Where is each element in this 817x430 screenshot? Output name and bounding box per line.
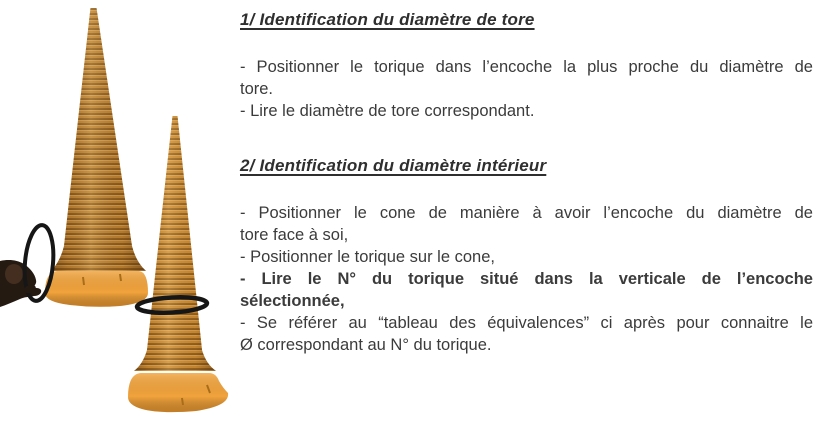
large-base-notch-1	[83, 277, 84, 285]
instruction-item	[240, 246, 813, 268]
small-cone-base-shading	[128, 373, 228, 412]
instruction-line: sélectionnée,	[240, 292, 345, 310]
instruction-item	[240, 312, 813, 356]
instruction-line: Ø correspondant au N° du torique.	[240, 336, 492, 354]
large-cone-shading	[51, 8, 146, 271]
instruction-line: - Se référer au “tableau des équivalences” ci après pour connaitre le	[240, 314, 813, 332]
instruction-item	[240, 100, 813, 122]
small-base-notch-2	[182, 398, 183, 405]
instruction-line: tore.	[240, 80, 274, 98]
small-cone	[128, 116, 228, 412]
instruction-line: tore face à soi,	[240, 226, 349, 244]
hand-highlight	[5, 264, 23, 284]
instruction-item	[240, 202, 813, 246]
large-cone	[45, 8, 148, 307]
large-base-notch-2	[120, 274, 121, 281]
instruction-item	[240, 56, 813, 100]
instruction-line: - Positionner le torique sur le cone,	[240, 248, 495, 266]
section-2-heading: 2/ Identification du diamètre intérieur	[240, 156, 547, 175]
small-cone-shading	[134, 116, 216, 371]
instruction-line: - Lire le diamètre de tore correspondant.	[240, 102, 535, 120]
instruction-line: - Positionner le torique dans l’encoche la plus proche du diamètre de	[240, 58, 813, 76]
cone-gauge-photo	[0, 0, 235, 430]
instruction-line: - Lire le N° du torique situé dans la verticale de l’encoche	[240, 270, 813, 288]
instruction-item-bold	[240, 268, 813, 312]
instructions	[240, 8, 813, 356]
large-cone-base-shading	[45, 271, 148, 307]
section-diametre-interieur	[240, 154, 813, 356]
section-1-heading: 1/ Identification du diamètre de tore	[240, 10, 535, 29]
cone-gauge-illustration	[0, 0, 235, 430]
section-diametre-de-tore	[240, 8, 813, 122]
instruction-line: - Positionner le cone de manière à avoir l’encoche du diamètre de	[240, 204, 813, 222]
